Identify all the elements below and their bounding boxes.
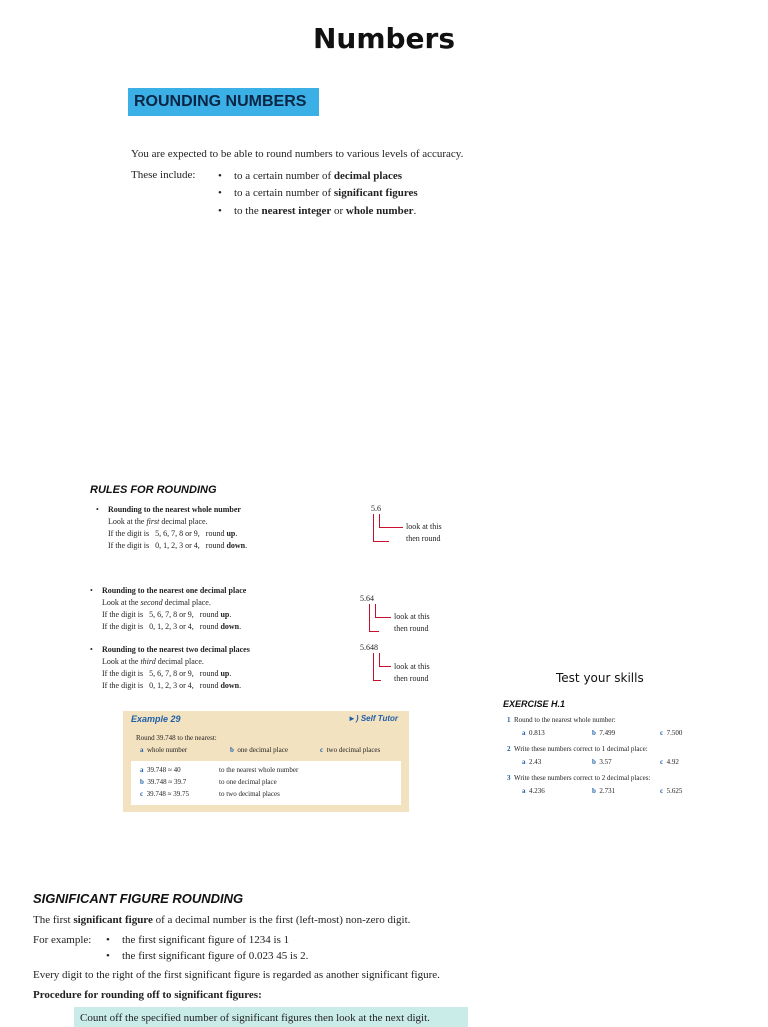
- arrow-line: [373, 541, 389, 542]
- sigfig-example: • the first significant figure of 1234 is 1: [106, 934, 289, 946]
- example-part: b one decimal place: [230, 746, 288, 754]
- exercise-part: a 0.813: [522, 729, 545, 737]
- rule-number: 5.6: [371, 504, 381, 513]
- rounding-numbers-banner: ROUNDING NUMBERS: [128, 88, 319, 116]
- exercise-part: c 5.625: [660, 787, 683, 795]
- rule-block-whole: •Rounding to the nearest whole number Look at the first decimal place. If the digit is 5, 6, 7, 8 or 9, round up. If the digit is 0, 1, 2, 3 or 4, round down.: [96, 504, 247, 552]
- exercise-part: a 2.43: [522, 758, 542, 766]
- exercise-question: 3 Write these numbers correct to 2 decimal places:: [507, 774, 651, 782]
- arrow-line: [373, 680, 381, 681]
- sigfig-rule: Every digit to the right of the first significant figure is regarded as another significant figure.: [33, 969, 440, 981]
- arrow-line: [379, 514, 380, 528]
- example-part: c two decimal places: [320, 746, 381, 754]
- bullet-icon: [96, 504, 108, 516]
- exercise-part: c 7.500: [660, 729, 683, 737]
- exercise-part: b 3.57: [592, 758, 612, 766]
- rounding-item: •to the nearest integer or whole number.: [218, 205, 416, 217]
- bullet-icon: [218, 205, 234, 217]
- rule-number: 5.648: [360, 643, 378, 652]
- arrow-line: [379, 653, 380, 667]
- self-tutor-link[interactable]: ►) Self Tutor: [348, 714, 399, 723]
- arrow-line: [369, 631, 379, 632]
- annotation: then round: [394, 624, 429, 633]
- arrow-line: [369, 604, 370, 632]
- exercise-question: 2 Write these numbers correct to 1 decimal place:: [507, 745, 648, 753]
- annotation: look at this: [394, 612, 430, 621]
- exercise-heading: EXERCISE H.1: [503, 699, 566, 709]
- bullet-icon: [218, 187, 234, 199]
- arrow-line: [373, 653, 374, 681]
- rounding-item: • to a certain number of decimal places: [218, 170, 402, 182]
- answer-eq: c 39.748 ≈ 39.75: [140, 790, 189, 798]
- answer-eq: a 39.748 ≈ 40: [140, 766, 181, 774]
- arrow-line: [379, 527, 403, 528]
- speaker-icon: ►): [348, 714, 359, 723]
- example-part: a whole number: [140, 746, 188, 754]
- answer-desc: to two decimal places: [219, 790, 280, 798]
- exercise-part: a 4.236: [522, 787, 545, 795]
- annotation: then round: [394, 674, 429, 683]
- bullet-icon: [90, 644, 102, 656]
- answer-eq: b 39.748 ≈ 39.7: [140, 778, 187, 786]
- answer-desc: to one decimal place: [219, 778, 277, 786]
- rules-heading: RULES FOR ROUNDING: [90, 484, 217, 496]
- example-label: For example:: [33, 934, 92, 946]
- annotation: look at this: [394, 662, 430, 671]
- rule-number: 5.64: [360, 594, 374, 603]
- procedure-text: Count off the specified number of significant figures then look at the next digit.: [80, 1012, 430, 1024]
- bullet-icon: [106, 934, 122, 946]
- arrow-line: [373, 514, 374, 542]
- rule-block-two-dp: •Rounding to the nearest two decimal places Look at the third decimal place. If the digit is 5, 6, 7, 8 or 9, round up. If the digit is 0, 1, 2, 3 or 4, round down.: [90, 644, 250, 692]
- bullet-icon: [90, 585, 102, 597]
- rule-block-one-dp: •Rounding to the nearest one decimal place Look at the second decimal place. If the digit is 5, 6, 7, 8 or 9, round up. If the digit is 0, 1, 2, 3 or 4, round down.: [90, 585, 246, 633]
- example-question: Round 39.748 to the nearest:: [136, 734, 217, 742]
- sigfig-definition: The first significant figure of a decimal number is the first (left-most) non-zero digit.: [33, 914, 411, 926]
- sigfig-heading: SIGNIFICANT FIGURE ROUNDING: [33, 891, 244, 906]
- rounding-item: •to a certain number of significant figures: [218, 187, 418, 199]
- sigfig-example: •the first significant figure of 0.023 45 is 2.: [106, 950, 308, 962]
- exercise-part: b 7.499: [592, 729, 616, 737]
- annotation: then round: [406, 534, 441, 543]
- exercise-part: b 2.731: [592, 787, 616, 795]
- rounding-intro: You are expected to be able to round numbers to various levels of accuracy.: [131, 148, 464, 160]
- answer-desc: to the nearest whole number: [219, 766, 299, 774]
- annotation: look at this: [406, 522, 442, 531]
- include-label: These include:: [131, 169, 196, 181]
- page-title: Numbers: [312, 22, 456, 55]
- exercise-question: 1 Round to the nearest whole number:: [507, 716, 616, 724]
- bullet-icon: [106, 950, 122, 962]
- exercise-part: c 4.92: [660, 758, 679, 766]
- arrow-line: [375, 604, 376, 618]
- procedure-heading: Procedure for rounding off to significant figures:: [33, 989, 262, 1001]
- example-title: Example 29: [131, 714, 181, 724]
- arrow-line: [379, 666, 391, 667]
- arrow-line: [375, 617, 391, 618]
- test-skills-label: Test your skills: [556, 671, 644, 685]
- bullet-icon: [218, 170, 234, 182]
